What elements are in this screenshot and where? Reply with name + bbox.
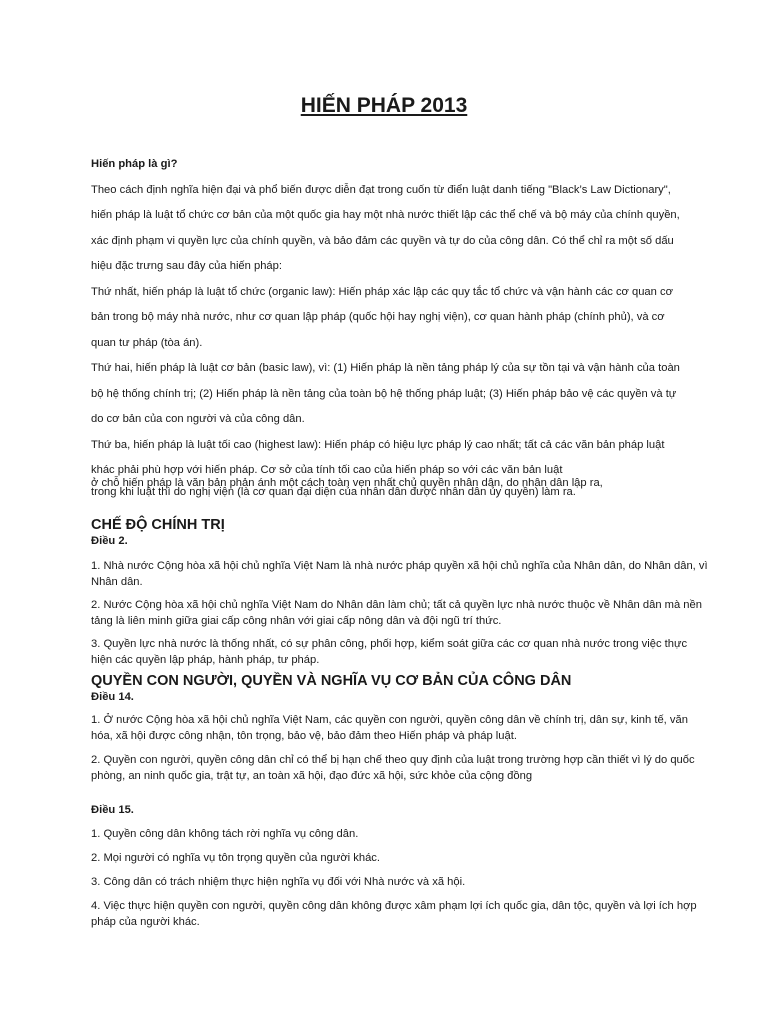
article-heading: Điều 14. (91, 691, 134, 703)
section-human-rights (91, 672, 711, 930)
intro-paragraph-third: Thứ ba, hiến pháp là luật tối cao (highest law): Hiến pháp có hiệu lực pháp lý cao nhất; tất cả các văn bản pháp luật khác phải phù hợp với hiến pháp. Cơ sở của tính tối cao của hiến pháp so với các văn bản luật (91, 438, 665, 476)
article-heading: Điều 15. (91, 804, 134, 816)
article-clause: 1. Quyền công dân không tách rời nghĩa vụ công dân. (91, 828, 359, 840)
overlapping-line-upper: ở chỗ hiến pháp là văn bản phản ánh một cách toàn vẹn nhất chủ quyền nhân dân, do nhân dân lập ra, (91, 477, 603, 489)
article-clause: 3. Quyền lực nhà nước là thống nhất, có sự phân công, phối hợp, kiểm soát giữa các cơ quan nhà nước trong việc thực hiện các quyền lập pháp, hành pháp, tư pháp. (91, 638, 688, 666)
article-clause: 4. Việc thực hiện quyền con người, quyền công dân không được xâm phạm lợi ích quốc gia, dân tộc, quyền và lợi ích hợp pháp của người khác. (91, 900, 697, 928)
section-heading: QUYỀN CON NGƯỜI, QUYỀN VÀ NGHĨA VỤ CƠ BẢN CỦA CÔNG DÂN (91, 673, 572, 689)
intro-paragraph-definition: Theo cách định nghĩa hiện đại và phổ biến được diễn đạt trong cuốn từ điển luật danh tiếng "Black’s Law Dictionary", hiến pháp là luật tổ chức cơ bản của một quốc gia hay một nhà nước thiết lập các thể chế và bộ máy của chính quyền, xác định phạm vi quyền lực của chính quyền, và bảo đảm các quyền và tự do của công dân. Có thể chỉ ra một số dấu hiệu đặc trưng sau đây của hiến pháp: (91, 183, 680, 272)
intro-paragraph-first: Thứ nhất, hiến pháp là luật tổ chức (organic law): Hiến pháp xác lập các quy tắc tổ chức và vận hành các cơ quan cơ bản trong bộ máy nhà nước, như cơ quan lập pháp (quốc hội hay nghị viện), cơ quan hành pháp (chính phủ), và cơ quan tư pháp (tòa án). (91, 285, 673, 349)
article-heading: Điều 2. (91, 535, 128, 547)
article-clause: 2. Nước Cộng hòa xã hội chủ nghĩa Việt Nam do Nhân dân làm chủ; tất cả quyền lực nhà nước thuộc về Nhân dân mà nền tảng là liên minh giữa giai cấp công nhân với giai cấp nông dân và đội ngũ trí thức. (91, 599, 702, 627)
section-heading: CHẾ ĐỘ CHÍNH TRỊ (91, 517, 225, 533)
article-clause: 2. Quyền con người, quyền công dân chỉ có thể bị hạn chế theo quy định của luật trong trường hợp cần thiết vì lý do quốc phòng, an ninh quốc gia, trật tự, an toàn xã hội, đạo đức xã hội, sức khỏe của cộng đồng (91, 754, 695, 782)
article-clause: 2. Mọi người có nghĩa vụ tôn trọng quyền của người khác. (91, 852, 380, 864)
article-clause: 3. Công dân có trách nhiệm thực hiện nghĩa vụ đối với Nhà nước và xã hội. (91, 876, 466, 888)
intro-paragraph-second: Thứ hai, hiến pháp là luật cơ bản (basic law), vì: (1) Hiến pháp là nền tảng pháp lý của sự tồn tại và vận hành của toàn bộ hệ thống chính trị; (2) Hiến pháp là nền tảng của toàn bộ hệ thống pháp luật; (3) Hiến pháp bảo vệ các quyền và tự do cơ bản của con người và của công dân. (91, 362, 680, 425)
overlapping-line-lower: trong khi luật thì do nghị viện (là cơ quan đại diện của nhân dân được nhân dân ủy quyền) làm ra. (91, 486, 576, 498)
article-clause: 1. Nhà nước Cộng hòa xã hội chủ nghĩa Việt Nam là nhà nước pháp quyền xã hội chủ nghĩa của Nhân dân, do Nhân dân, vì Nhân dân. (91, 560, 708, 588)
intro-block (91, 152, 691, 484)
section-political-regime (91, 516, 711, 668)
intro-question: Hiến pháp là gì? (91, 158, 178, 170)
document-title: HIẾN PHÁP 2013 (300, 94, 468, 117)
article-clause: 1. Ở nước Cộng hòa xã hội chủ nghĩa Việt Nam, các quyền con người, quyền công dân về chính trị, dân sự, kinh tế, văn hóa, xã hội được công nhận, tôn trọng, bảo vệ, bảo đảm theo Hiến pháp và pháp luật. (91, 714, 688, 742)
